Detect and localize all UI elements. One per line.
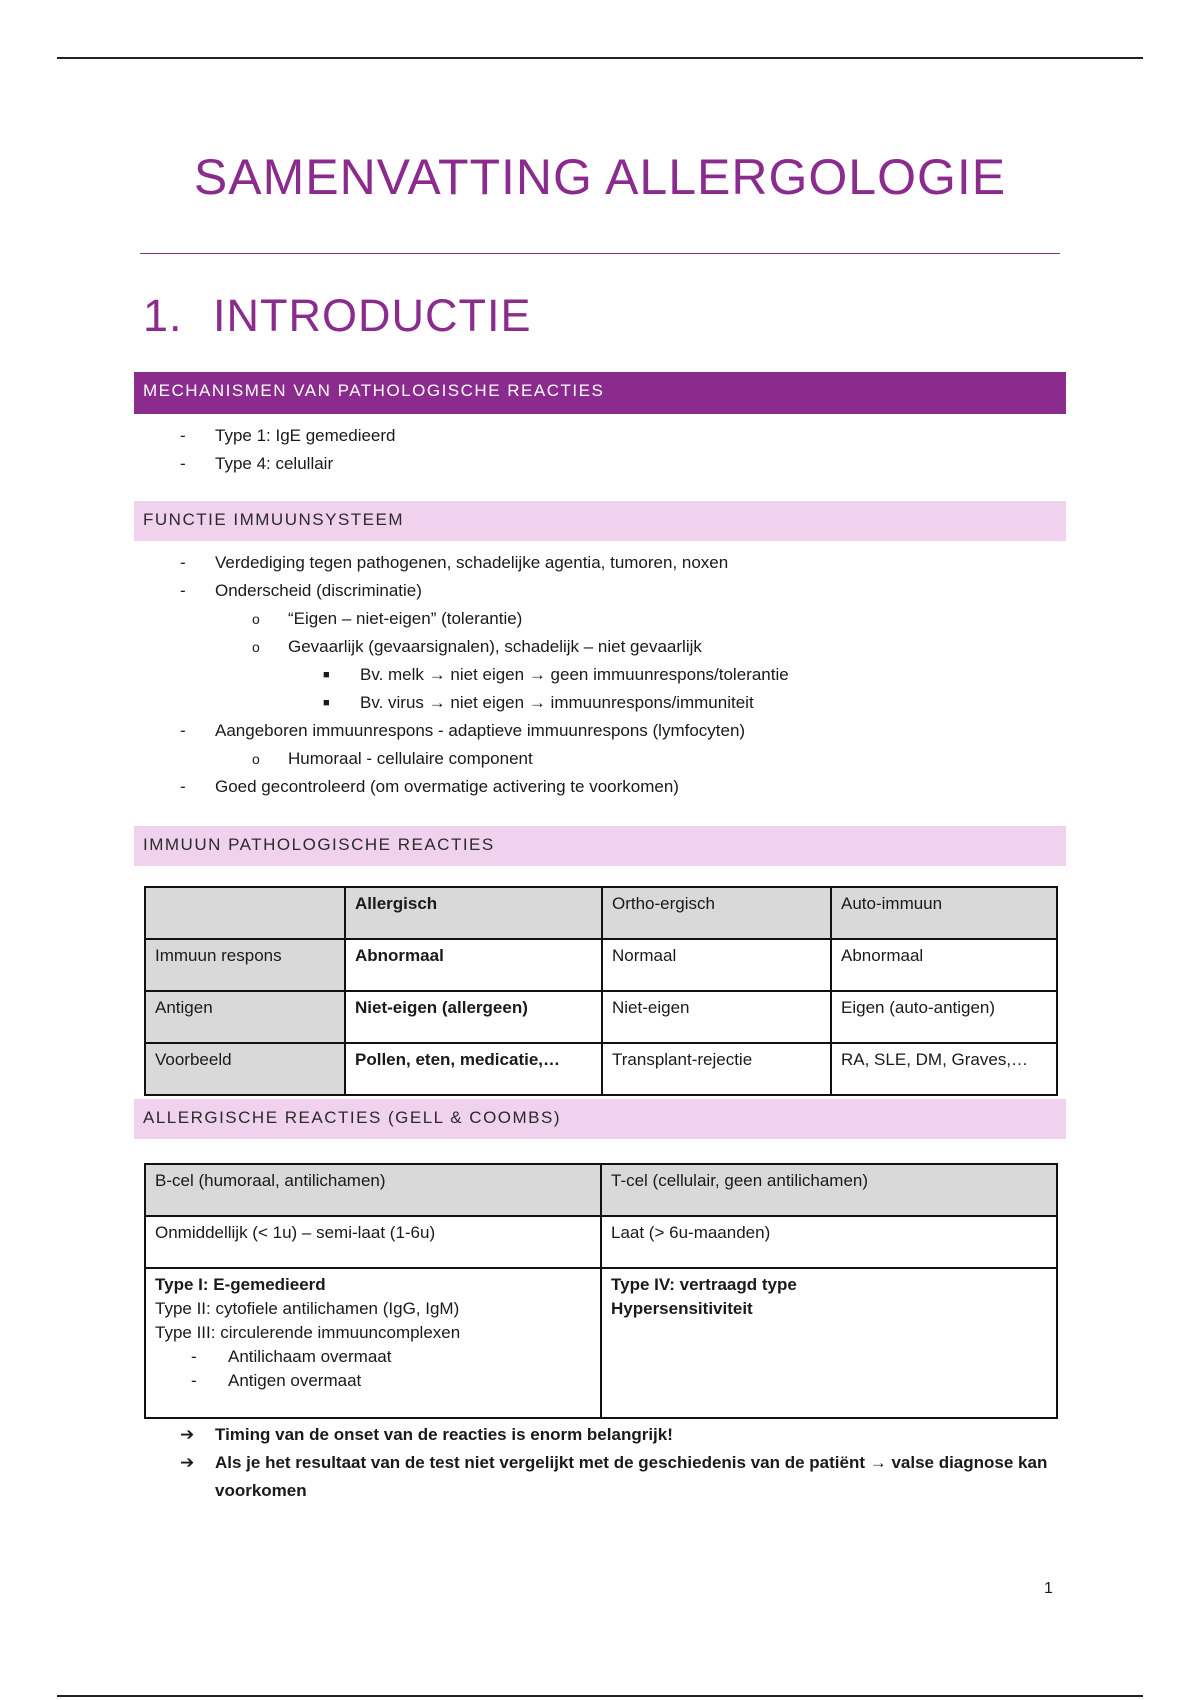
list-item: ■ Bv. virus → niet eigen → immuunrespons/immuniteit	[0, 689, 1200, 717]
table-cell: Normaal	[602, 939, 831, 991]
table-cell: B-cel (humoraal, antilichamen)	[145, 1164, 601, 1216]
table-cell: Immuun respons	[145, 939, 345, 991]
list-item: o Humoraal - cellulaire component	[0, 745, 1200, 773]
heading-functie: FUNCTIE IMMUUNSYSTEEM	[134, 501, 1066, 541]
list-item: o Gevaarlijk (gevaarsignalen), schadelijk – niet gevaarlijk	[0, 633, 1200, 661]
arrow-icon: ➔	[180, 1453, 195, 1472]
dash-bullet: -	[180, 553, 186, 572]
mechanismen-list	[0, 422, 1200, 478]
list-item: - Type 1: IgE gemedieerd	[0, 422, 1200, 450]
table-cell: Abnormaal	[345, 939, 602, 991]
dash-bullet: -	[180, 454, 186, 473]
table-row	[145, 991, 1057, 1043]
circle-bullet-icon: o	[252, 639, 260, 655]
dash-bullet: -	[180, 426, 186, 445]
type-line: Type III: circulerende immuuncomplexen	[155, 1323, 461, 1342]
type-line: Hypersensitiviteit	[611, 1299, 753, 1318]
table-cell: Voorbeeld	[145, 1043, 345, 1095]
list-item: - Type 4: celullair	[0, 450, 1200, 478]
note-item: ➔ Als je het resultaat van de test niet vergelijkt met de geschiedenis van de patiënt → valse diagnose kan voorkomen	[0, 1449, 1075, 1505]
section-title: INTRODUCTIE	[213, 290, 532, 341]
table-cell: Onmiddellijk (< 1u) – semi-laat (1-6u)	[145, 1216, 601, 1268]
title-underline	[140, 253, 1060, 254]
immuun-table	[144, 886, 1058, 1096]
table-cell: Antigen	[145, 991, 345, 1043]
table-row	[145, 1268, 1057, 1418]
table-row	[145, 939, 1057, 991]
table-cell: RA, SLE, DM, Graves,…	[831, 1043, 1057, 1095]
section-number: 1.	[143, 290, 183, 341]
square-bullet-icon: ■	[323, 697, 330, 709]
circle-bullet-icon: o	[252, 751, 260, 767]
table-cell: Eigen (auto-antigen)	[831, 991, 1057, 1043]
notes-list	[0, 1421, 1200, 1505]
type-line: Type IV: vertraagd type	[611, 1275, 797, 1294]
circle-bullet-icon: o	[252, 611, 260, 627]
list-item: - Aangeboren immuunrespons - adaptieve immuunrespons (lymfocyten)	[0, 717, 1200, 745]
table-cell: Auto-immuun	[831, 887, 1057, 939]
page-top-rule	[57, 57, 1143, 59]
table-cell: Niet-eigen	[602, 991, 831, 1043]
table-cell: Niet-eigen (allergeen)	[345, 991, 602, 1043]
dash-bullet: -	[180, 721, 186, 740]
note-item: ➔ Timing van de onset van de reacties is enorm belangrijk!	[0, 1421, 1075, 1449]
type-line: Type II: cytofiele antilichamen (IgG, IgM)	[155, 1299, 460, 1318]
heading-immuun: IMMUUN PATHOLOGISCHE REACTIES	[134, 826, 1066, 866]
table-cell: T-cel (cellulair, geen antilichamen)	[601, 1164, 1057, 1216]
dash-bullet: -	[191, 1371, 197, 1390]
table-cell: Transplant-rejectie	[602, 1043, 831, 1095]
sub-item: - Antigen overmaat	[155, 1369, 591, 1393]
table-cell: Laat (> 6u-maanden)	[601, 1216, 1057, 1268]
heading-mechanismen: MECHANISMEN VAN PATHOLOGISCHE REACTIES	[134, 372, 1066, 414]
arrow-icon: ➔	[180, 1425, 195, 1444]
square-bullet-icon: ■	[323, 669, 330, 681]
table-cell	[145, 1268, 601, 1418]
gell-coombs-table	[144, 1163, 1058, 1419]
list-item: - Goed gecontroleerd (om overmatige activering te voorkomen)	[0, 773, 1200, 801]
table-cell: Pollen, eten, medicatie,…	[345, 1043, 602, 1095]
list-item: - Verdediging tegen pathogenen, schadelijke agentia, tumoren, noxen	[0, 549, 1200, 577]
list-item: o “Eigen – niet-eigen” (tolerantie)	[0, 605, 1200, 633]
heading-gell-coombs: ALLERGISCHE REACTIES (GELL & COOMBS)	[134, 1099, 1066, 1139]
table-row	[145, 1043, 1057, 1095]
page-bottom-rule	[57, 1695, 1143, 1697]
type-line: Type I: E-gemedieerd	[155, 1275, 326, 1294]
table-cell: Allergisch	[345, 887, 602, 939]
sub-item: - Antilichaam overmaat	[155, 1345, 591, 1369]
table-header-row	[145, 887, 1057, 939]
table-cell: Abnormaal	[831, 939, 1057, 991]
section-heading	[143, 290, 532, 342]
table-cell	[601, 1268, 1057, 1418]
dash-bullet: -	[191, 1347, 197, 1366]
table-row	[145, 1216, 1057, 1268]
dash-bullet: -	[180, 777, 186, 796]
functie-list	[0, 549, 1200, 801]
page-number: 1	[1044, 1580, 1053, 1597]
table-cell	[145, 887, 345, 939]
list-item: ■ Bv. melk → niet eigen → geen immuunrespons/tolerantie	[0, 661, 1200, 689]
document-title: SAMENVATTING ALLERGOLOGIE	[193, 149, 1007, 205]
table-header-row	[145, 1164, 1057, 1216]
dash-bullet: -	[180, 581, 186, 600]
table-cell: Ortho-ergisch	[602, 887, 831, 939]
list-item: - Onderscheid (discriminatie)	[0, 577, 1200, 605]
